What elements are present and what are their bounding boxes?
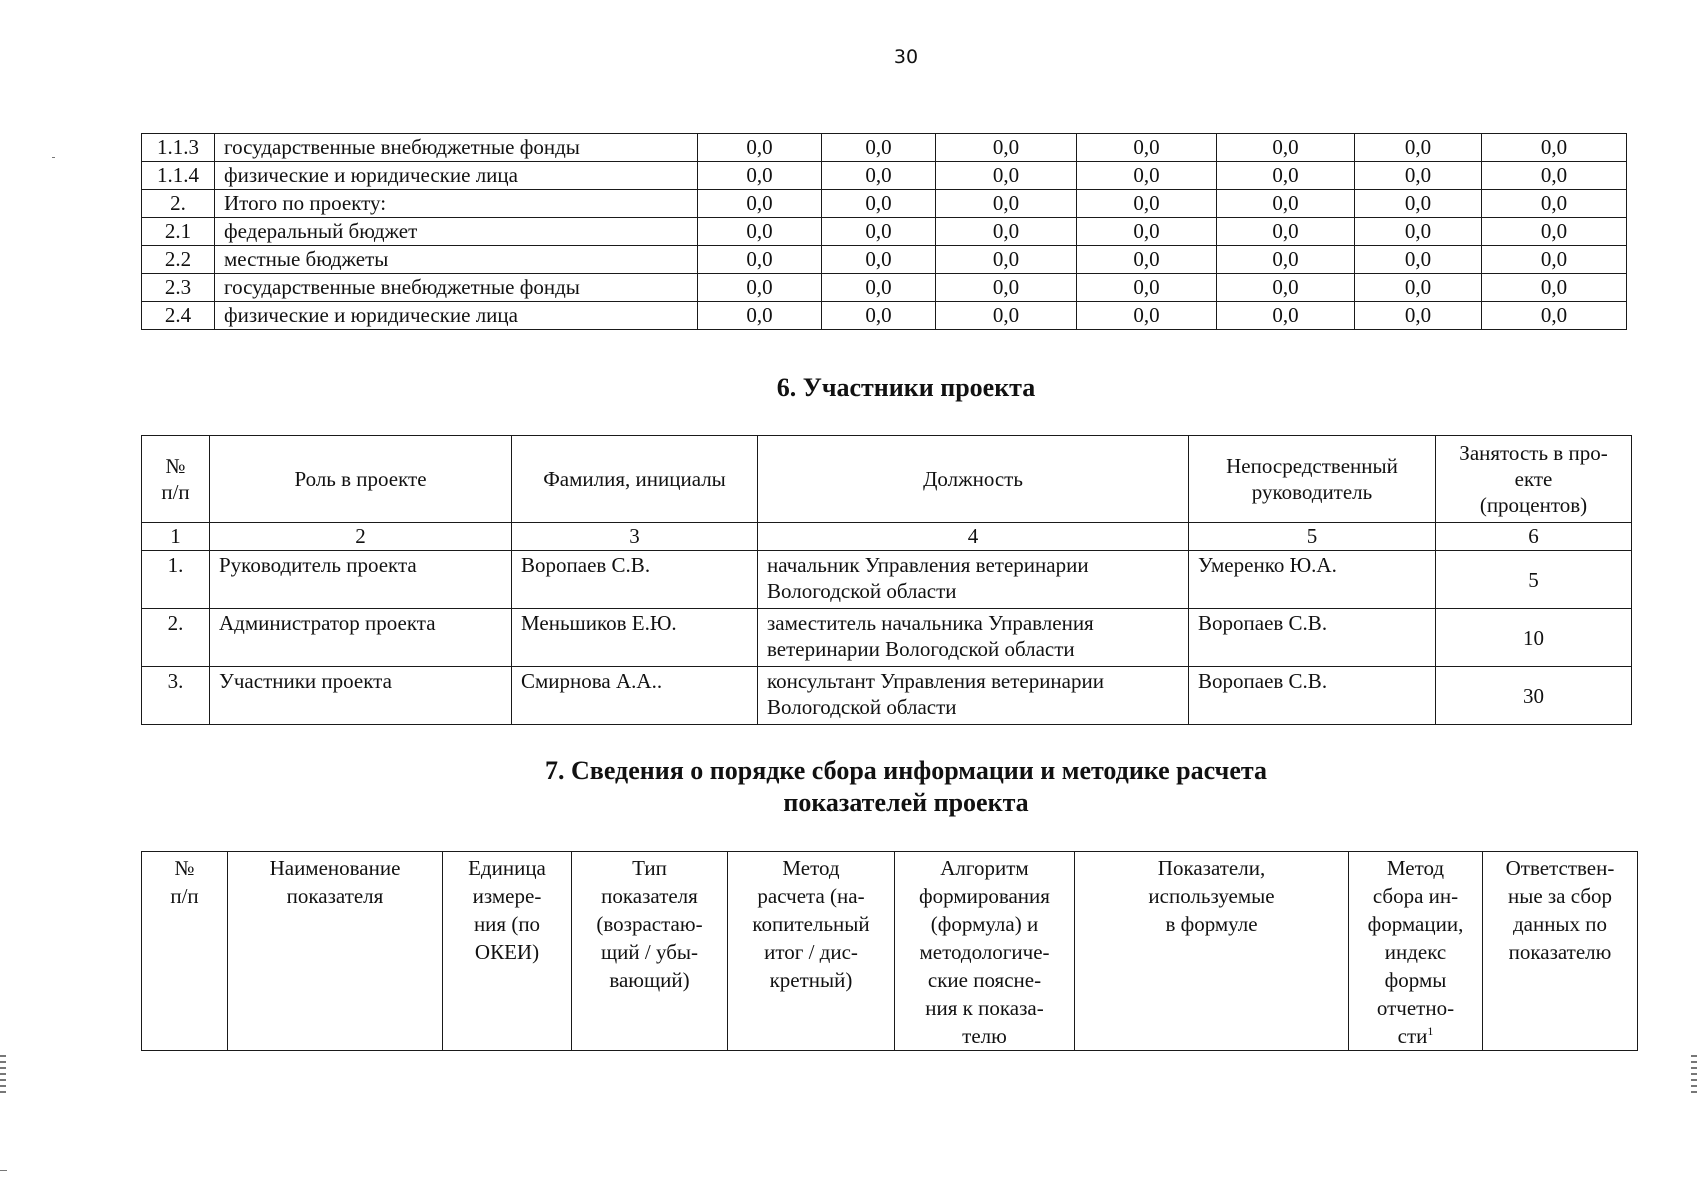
row-value: 0,0 <box>1355 246 1482 274</box>
row-value: 0,0 <box>936 246 1077 274</box>
participant-position: заместитель начальника Управления ветеринарии Вологодской области <box>758 609 1189 667</box>
participant-load: 10 <box>1436 609 1632 667</box>
table-row <box>142 609 1632 667</box>
row-value: 0,0 <box>1355 190 1482 218</box>
row-value: 0,0 <box>1077 274 1217 302</box>
scan-artifact <box>0 1170 7 1171</box>
row-name: физические и юридические лица <box>215 162 698 190</box>
row-value: 0,0 <box>698 302 822 330</box>
row-value: 0,0 <box>822 134 936 162</box>
row-name: Итого по проекту: <box>215 190 698 218</box>
row-value: 0,0 <box>1077 190 1217 218</box>
row-value: 0,0 <box>698 190 822 218</box>
row-code: 2.1 <box>142 218 215 246</box>
row-name: федеральный бюджет <box>215 218 698 246</box>
participant-supervisor: Воропаев С.В. <box>1189 609 1436 667</box>
header-num: № п/п <box>142 852 228 1051</box>
row-value: 0,0 <box>822 190 936 218</box>
row-value: 0,0 <box>1355 218 1482 246</box>
row-value: 0,0 <box>698 162 822 190</box>
row-value: 0,0 <box>822 274 936 302</box>
table-row <box>142 162 1627 190</box>
table-row <box>142 190 1627 218</box>
row-value: 0,0 <box>936 162 1077 190</box>
row-name: государственные внебюджетные фонды <box>215 274 698 302</box>
row-value: 0,0 <box>1482 302 1627 330</box>
row-value: 0,0 <box>822 302 936 330</box>
row-value: 0,0 <box>1217 302 1355 330</box>
methodology-table <box>141 851 1638 1051</box>
header-collection-method: Метод сбора ин- формации, индекс формы отчетно- сти$^1$ <box>1349 852 1483 1051</box>
header-supervisor: Непосредственный руководитель <box>1189 436 1436 523</box>
row-value: 0,0 <box>1355 302 1482 330</box>
row-code: 2.4 <box>142 302 215 330</box>
row-value: 0,0 <box>936 302 1077 330</box>
header-load: Занятость в про- екте (процентов) <box>1436 436 1632 523</box>
row-value: 0,0 <box>1355 274 1482 302</box>
row-value: 0,0 <box>1482 218 1627 246</box>
row-value: 0,0 <box>698 274 822 302</box>
section-7-title <box>0 755 1697 819</box>
participant-num: 3. <box>142 667 210 725</box>
header-name: Фамилия, инициалы <box>512 436 758 523</box>
participant-role: Участники проекта <box>210 667 512 725</box>
page-number: 30 <box>893 46 919 68</box>
scan-artifact <box>52 157 55 158</box>
participant-position: начальник Управления ветеринарии Вологодской области <box>758 551 1189 609</box>
row-value: 0,0 <box>1217 218 1355 246</box>
table-row <box>142 302 1627 330</box>
row-value: 0,0 <box>1217 190 1355 218</box>
row-code: 2.2 <box>142 246 215 274</box>
row-value: 0,0 <box>1077 162 1217 190</box>
column-number: 3 <box>512 523 758 551</box>
section-7-title-line-2: показателей проекта <box>783 788 1029 817</box>
participant-load: 30 <box>1436 667 1632 725</box>
column-number-row <box>142 523 1632 551</box>
table-row <box>142 134 1627 162</box>
row-value: 0,0 <box>1077 218 1217 246</box>
row-value: 0,0 <box>1217 274 1355 302</box>
row-value: 0,0 <box>1077 134 1217 162</box>
row-value: 0,0 <box>936 218 1077 246</box>
row-code: 2.3 <box>142 274 215 302</box>
row-value: 0,0 <box>1077 246 1217 274</box>
column-number: 4 <box>758 523 1189 551</box>
row-value: 0,0 <box>936 274 1077 302</box>
header-responsible: Ответствен- ные за сбор данных по показателю <box>1483 852 1638 1051</box>
table-row <box>142 667 1632 725</box>
header-algorithm: Алгоритм формирования (формула) и методологиче- ские поясне- ния к показа- телю <box>895 852 1075 1051</box>
header-role: Роль в проекте <box>210 436 512 523</box>
row-value: 0,0 <box>1077 302 1217 330</box>
row-value: 0,0 <box>1217 246 1355 274</box>
participant-load: 5 <box>1436 551 1632 609</box>
row-value: 0,0 <box>1482 162 1627 190</box>
row-value: 0,0 <box>1482 274 1627 302</box>
participants-table <box>141 435 1632 725</box>
header-formula-indicators: Показатели, используемые в формуле <box>1075 852 1349 1051</box>
scan-artifact <box>0 1055 6 1095</box>
participant-position: консультант Управления ветеринарии Вологодской области <box>758 667 1189 725</box>
participant-supervisor: Умеренко Ю.А. <box>1189 551 1436 609</box>
row-value: 0,0 <box>1482 134 1627 162</box>
participant-name: Смирнова А.А.. <box>512 667 758 725</box>
header-position: Должность <box>758 436 1189 523</box>
scan-artifact <box>1691 1055 1697 1095</box>
section-7-title-line-1: 7. Сведения о порядке сбора информации и методике расчета <box>545 756 1267 785</box>
row-value: 0,0 <box>822 162 936 190</box>
row-value: 0,0 <box>698 246 822 274</box>
row-name: местные бюджеты <box>215 246 698 274</box>
column-number: 6 <box>1436 523 1632 551</box>
table-row <box>142 246 1627 274</box>
section-6-title: 6. Участники проекта <box>776 373 1036 402</box>
row-value: 0,0 <box>1217 162 1355 190</box>
participant-role: Руководитель проекта <box>210 551 512 609</box>
participant-num: 2. <box>142 609 210 667</box>
table-row <box>142 551 1632 609</box>
row-value: 0,0 <box>936 190 1077 218</box>
table-row <box>142 218 1627 246</box>
header-indicator-name: Наименование показателя <box>228 852 443 1051</box>
row-code: 1.1.4 <box>142 162 215 190</box>
row-value: 0,0 <box>1355 134 1482 162</box>
row-code: 2. <box>142 190 215 218</box>
column-number: 2 <box>210 523 512 551</box>
row-value: 0,0 <box>822 218 936 246</box>
header-num: № п/п <box>142 436 210 523</box>
header-calc-method: Метод расчета (на- копительный итог / дис- кретный) <box>728 852 895 1051</box>
finance-table <box>141 133 1627 330</box>
row-value: 0,0 <box>698 134 822 162</box>
row-value: 0,0 <box>698 218 822 246</box>
row-code: 1.1.3 <box>142 134 215 162</box>
participant-role: Администратор проекта <box>210 609 512 667</box>
table-row <box>142 274 1627 302</box>
column-number: 1 <box>142 523 210 551</box>
footnote-marker: 1 <box>1427 1024 1434 1038</box>
header-unit: Единица измере- ния (по ОКЕИ) <box>443 852 572 1051</box>
participant-supervisor: Воропаев С.В. <box>1189 667 1436 725</box>
row-name: государственные внебюджетные фонды <box>215 134 698 162</box>
row-value: 0,0 <box>1482 246 1627 274</box>
header-type: Тип показателя (возрастаю- щий / убы- вающий) <box>572 852 728 1051</box>
participant-name: Воропаев С.В. <box>512 551 758 609</box>
participant-num: 1. <box>142 551 210 609</box>
column-number: 5 <box>1189 523 1436 551</box>
row-value: 0,0 <box>822 246 936 274</box>
row-value: 0,0 <box>1355 162 1482 190</box>
row-value: 0,0 <box>936 134 1077 162</box>
row-value: 0,0 <box>1482 190 1627 218</box>
row-value: 0,0 <box>1217 134 1355 162</box>
row-name: физические и юридические лица <box>215 302 698 330</box>
participant-name: Меньшиков Е.Ю. <box>512 609 758 667</box>
